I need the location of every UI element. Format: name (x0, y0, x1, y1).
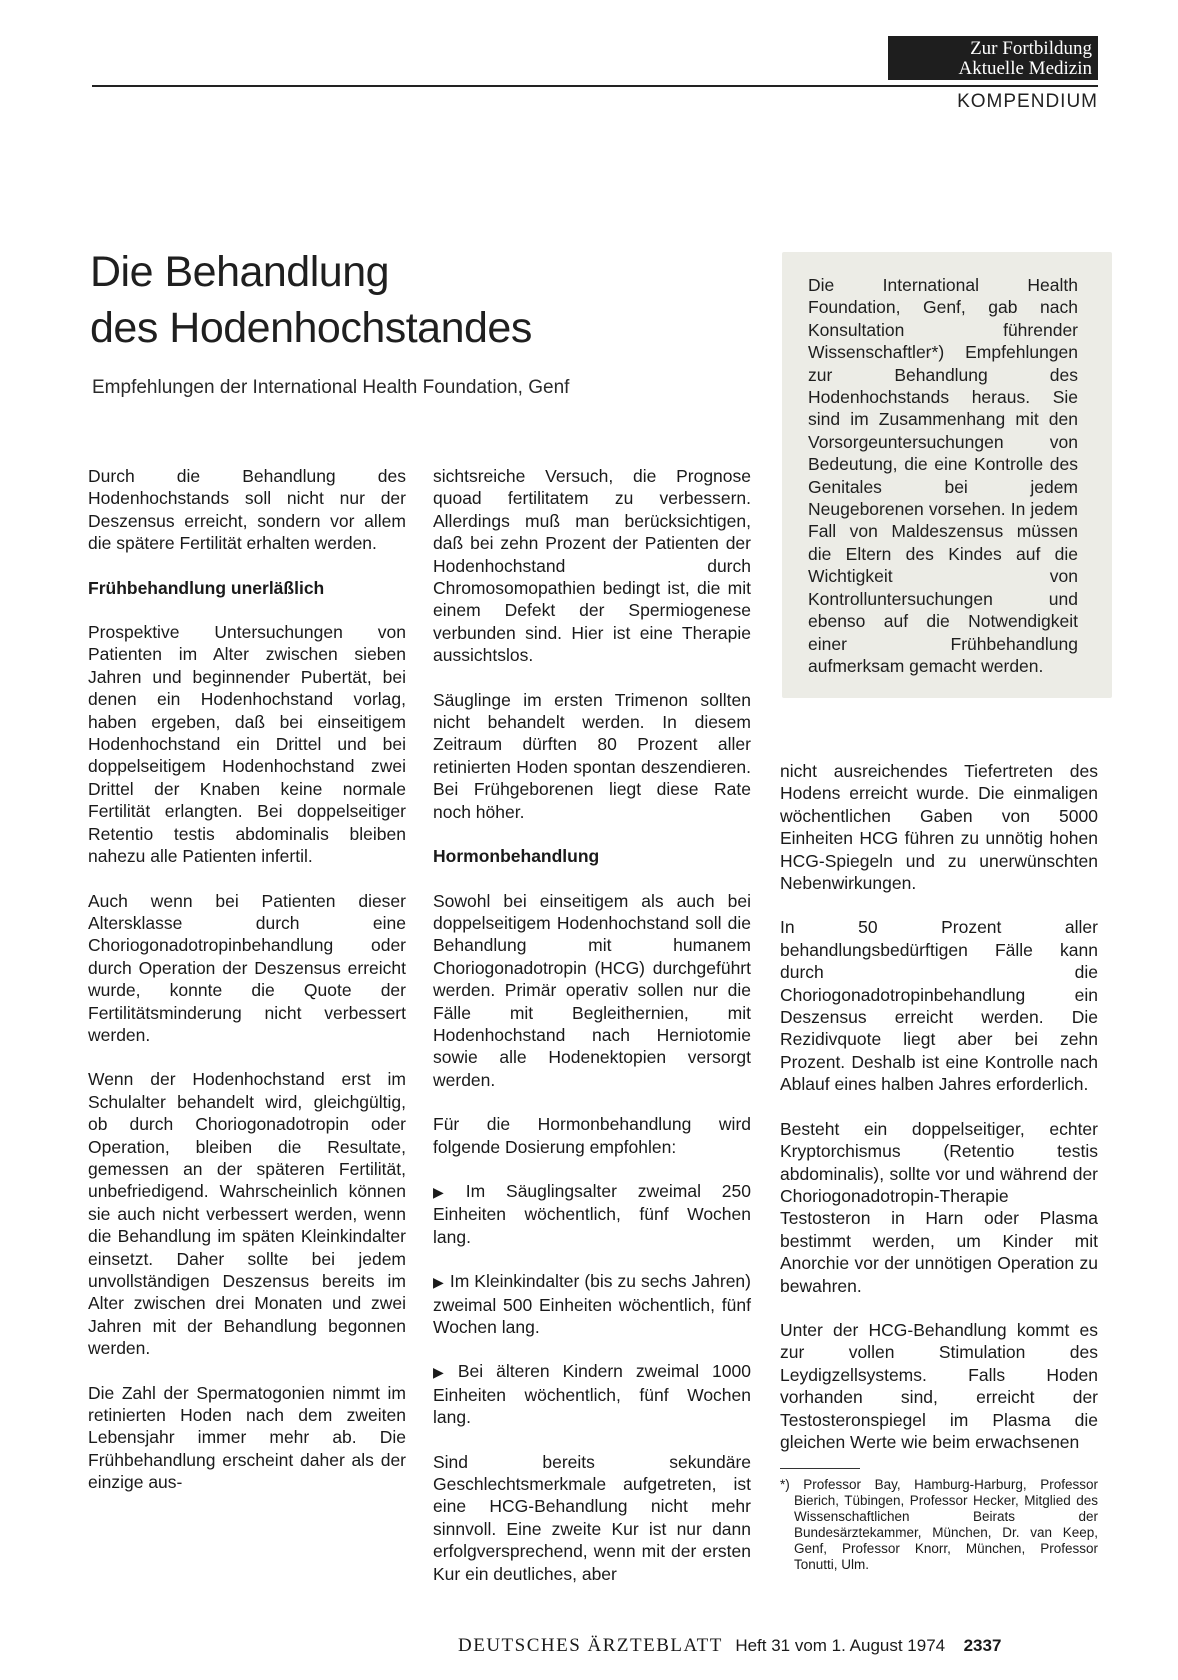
journal-name: DEUTSCHES ÄRZTEBLATT (458, 1635, 723, 1656)
paragraph: Für die Hormonbehandlung wird folgende Dosierung empfohlen: (433, 1114, 751, 1157)
footnote-rule (780, 1468, 860, 1469)
column-3 (780, 760, 1098, 1475)
dosage-text: Im Kleinkindalter (bis zu sechs Jahren) zweimal 500 Einheiten wöchentlich, fünf Wochen lang. (433, 1271, 751, 1337)
article-subtitle: Empfehlungen der International Health Foundation, Genf (92, 377, 570, 398)
info-box-text: Die International Health Foundation, Genf, gab nach Konsultation führender Wissenschaftler*) Empfehlungen zur Behandlung des Hodenhochstands heraus. Sie sind im Zusammenhang mit den Vorsorgeuntersuchungen von Bedeutung, die eine Kontrolle des Genitales bei jedem Neugeborenen vorsehen. In jedem Fall von Maldeszensus müssen die Eltern des Kindes auf die Wichtigkeit von Kontrolluntersuchungen und ebenso auf die Notwendigkeit einer Frühbehandlung aufmerksam gemacht werden. (808, 275, 1078, 676)
page-number: 2337 (963, 1636, 1002, 1655)
section-tag (888, 36, 1098, 80)
title-line2: des Hodenhochstandes (90, 304, 532, 352)
paragraph: Auch wenn bei Patienten dieser Altersklasse durch eine Choriogonadotropinbehandlung oder durch Operation der Deszensus erreicht wurde, konnte die Quote der Fertilitätsminderung nicht verbessert werden. (88, 890, 406, 1045)
paragraph: Die Zahl der Spermatogonien nimmt im retinierten Hoden nach dem zweiten Lebensjahr immer mehr ab. Die Frühbehandlung erscheint daher als der einzige aus- (88, 1382, 406, 1493)
paragraph: nicht ausreichendes Tiefertreten des Hodens erreicht wurde. Die einmaligen wöchentlichen Gaben von 5000 Einheiten HCG führen zu unnötig hohen HCG-Spiegeln und zu unerwünschten Nebenwirkungen. (780, 761, 1098, 894)
paragraph: Unter der HCG-Behandlung kommt es zur vollen Stimulation des Leydigzellsystems. Falls Hoden vorhanden sind, erreicht der Testosteronspiegel im Plasma die gleichen Werte wie beim erwachsenen (780, 1319, 1098, 1452)
paragraph: Sind bereits sekundäre Geschlechtsmerkmale aufgetreten, ist eine HCG-Behandlung nicht mehr sinnvoll. Eine zweite Kur ist nur dann erfolgversprechend, wenn mit der ersten Kur ein deutliches, aber (433, 1451, 751, 1584)
paragraph: sichtsreiche Versuch, die Prognose quoad fertilitatem zu verbessern. Allerdings muß man berücksichtigen, daß bei zehn Prozent der Patienten der Hodenhochstand durch Chromosomopathien bedingt ist, die mit einem Defekt der Spermiogenese verbunden sind. Hier ist eine Therapie aussichtslos. (433, 466, 751, 666)
paragraph: In 50 Prozent aller behandlungsbedürftigen Fälle kann durch die Choriogonadotropinbehandlung ein Deszensus erreicht werden. Die Rezidivquote liegt aber bei zehn Prozent. Deshalb ist eine Kontrolle nach Ablauf eines halben Jahres erforderlich. (780, 917, 1098, 1095)
issue-info: Heft 31 vom 1. August 1974 (735, 1636, 946, 1655)
dosage-item (433, 1270, 751, 1338)
column-1 (88, 465, 406, 1516)
paragraph: Wenn der Hodenhochstand erst im Schulalter behandelt wird, gleichgültig, ob durch Choriogonadotropin oder Operation, bleiben die Resultate, gemessen an der späteren Fertilität, unbefriedigend. Wahrscheinlich können sie auch nicht verbessert werden, wenn die Behandlung im späten Kleinkindalter einsetzt. Daher sollte bei jedem unvollständigen Deszensus bereits im Alter zwischen drei Monaten und zwei Jahren mit der Behandlung begonnen werden. (88, 1069, 406, 1359)
page-footer (458, 1635, 1098, 1657)
section-tag-line1: Zur Fortbildung (970, 38, 1092, 59)
column-2 (433, 465, 751, 1607)
paragraph: Säuglinge im ersten Trimenon sollten nicht behandelt werden. In diesem Zeitraum dürften 80 Prozent aller retinierten Hoden spontan deszendieren. Bei Frühgeborenen liegt diese Rate noch höher. (433, 689, 751, 822)
header-rule (92, 85, 1098, 87)
triangle-bullet-icon: ▶ (433, 1274, 444, 1291)
dosage-text: Im Säuglingsalter zweimal 250 Einheiten wöchentlich, fünf Wochen lang. (433, 1180, 751, 1247)
paragraph: Besteht ein doppelseitiger, echter Kryptorchismus (Retentio testis abdominalis), sollte vor und während der Choriogonadotropin-Therapie Testosteron in Harn oder Plasma bestimmt werden, um Kinder mit Anorchie vor der unnötigen Operation zu bewahren. (780, 1118, 1098, 1296)
info-box (782, 252, 1112, 698)
rubric-label: KOMPENDIUM (957, 91, 1098, 112)
article-title (90, 244, 532, 356)
paragraph: Prospektive Untersuchungen von Patienten im Alter zwischen sieben Jahren und beginnender Pubertät, bei denen ein Hodenhochstand vorlag, haben ergeben, daß bei einseitigem Hodenhochstand ein Drittel und bei doppelseitigem Hodenhochstand zwei Drittel der Knaben keine normale Fertilität erlangten. Bei doppelseitiger Retentio testis abdominalis bleiben nahezu alle Patienten infertil. (88, 622, 406, 867)
section-tag-line2: Aktuelle Medizin (958, 58, 1092, 79)
title-line1: Die Behandlung (90, 248, 390, 296)
dosage-item (433, 1180, 751, 1248)
triangle-bullet-icon: ▶ (433, 1364, 452, 1381)
triangle-bullet-icon: ▶ (433, 1183, 460, 1200)
paragraph: Durch die Behandlung des Hodenhochstands soll nicht nur der Deszensus erreicht, sondern vor allem die spätere Fertilität erhalten werden. (88, 466, 406, 554)
section-heading: Frühbehandlung unerläßlich (88, 577, 325, 598)
footnote: *) Professor Bay, Hamburg-Harburg, Professor Bierich, Tübingen, Professor Hecker, Mitglied des Wissenschaftlichen Beirats der Bundesärztekammer, München, Dr. van Keep, Genf, Professor Knorr, München, Professor Tonutti, Ulm. (780, 1477, 1098, 1572)
dosage-item (433, 1360, 751, 1428)
dosage-text: Bei älteren Kindern zweimal 1000 Einheiten wöchentlich, fünf Wochen lang. (433, 1361, 751, 1428)
paragraph: Sowohl bei einseitigem als auch bei doppelseitigem Hodenhochstand soll die Behandlung mit humanem Choriogonadotropin (HCG) durchgeführt werden. Primär operativ sollen nur die Fälle mit Begleithernien, mit Hodenhochstand nach Herniotomie sowie alle Hodenektopien versorgt werden. (433, 890, 751, 1090)
section-heading: Hormonbehandlung (433, 846, 600, 867)
